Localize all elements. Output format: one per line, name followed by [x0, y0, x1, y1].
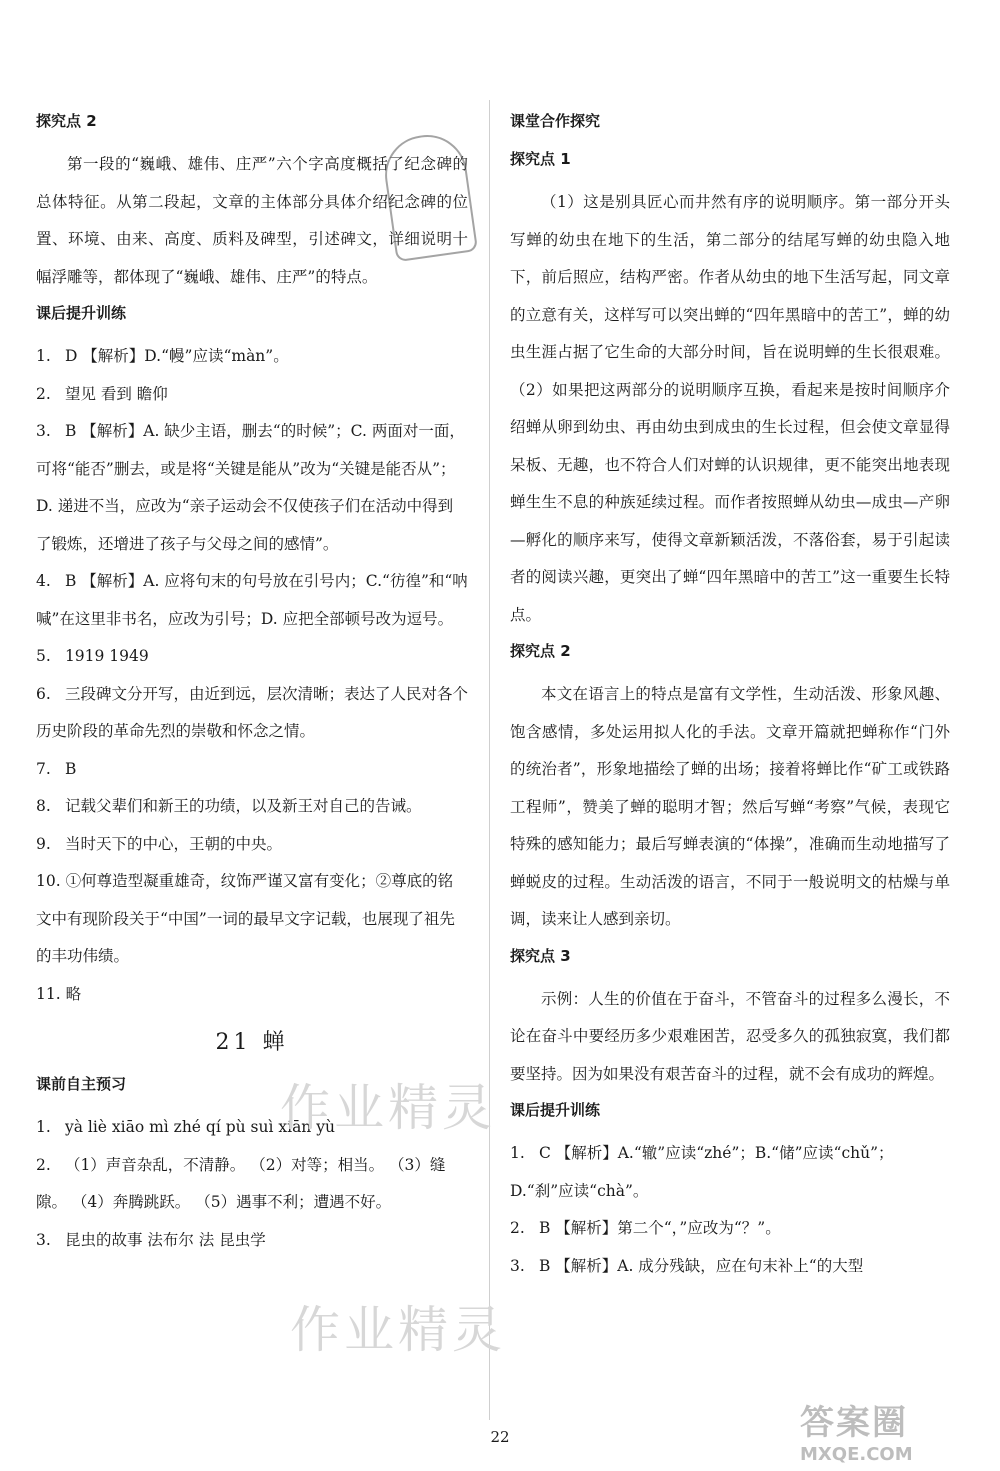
logo-text: 答案圈 — [800, 1403, 908, 1443]
answer-item: 5. 1919 1949 — [36, 647, 149, 665]
left-section-heading-post-training: 课后提升训练 — [36, 304, 127, 322]
left-section-heading-preview: 课前自主预习 — [36, 1075, 127, 1093]
logo-url: MXQE.COM — [800, 1444, 913, 1465]
answer-item: 4. B 【解析】A. 应将句末的句号放在引号内；C.“彷徨”和“呐喊”在这里非书名，应改为引号；D. 应把全部顿号改为逗号。 — [36, 572, 468, 628]
answer-item: 1. yà liè xiāo mì zhé qí pù suì xiān yù — [36, 1118, 335, 1136]
right-column — [510, 108, 950, 1285]
answer-item: 6. 三段碑文分开写，由近到远，层次清晰；表达了人民对各个历史阶段的革命先烈的崇敬和怀念之情。 — [36, 684, 468, 740]
right-explore-2-text: 本文在语言上的特点是富有文学性，生动活泼、形象风趣、饱含感情，多处运用拟人化的手法。文章开篇就把蝉称作“门外的统治者”，形象地描绘了蝉的出场；接着将蝉比作“矿工或铁路工程师”，赞美了蝉的聪明才智；然后写蝉“考察”气候，表现它特殊的感知能力；最后写蝉表演的“体操”，准确而生动地描写了蝉蜕皮的过程。生动活泼的语言，不同于一般说明文的枯燥与单调，读来让人感到亲切。 — [510, 685, 950, 928]
answer-item: 3. 昆虫的故事 法布尔 法 昆虫学 — [36, 1230, 266, 1249]
left-answer-list — [36, 338, 468, 1013]
watermark-text: 作业精灵 — [290, 1301, 506, 1359]
answer-item: 10. ①何尊造型凝重雄奇，纹饰严谨又富有变化；②尊底的铭文中有现阶段关于“中国”一词的最早文字记载，也展现了祖先的丰功伟绩。 — [36, 872, 455, 965]
right-explore-3-heading: 探究点 3 — [510, 946, 571, 965]
answer-item: 1. C 【解析】A.“辙”应读“zhé”；B.“储”应读“chǔ”；D.“刹”应读“chà”。 — [510, 1144, 894, 1200]
right-answer-list — [510, 1135, 950, 1285]
answer-item: 8. 记载父辈们和新王的功绩，以及新王对自己的告诫。 — [36, 797, 422, 815]
answer-item: 9. 当时天下的中心，王朝的中央。 — [36, 834, 282, 853]
page-number: 22 — [490, 1428, 510, 1446]
left-explore-2-text: 第一段的“巍峨、雄伟、庄严”六个字高度概括了纪念碑的总体特征。从第二段起，文章的主体部分具体介绍纪念碑的位置、环境、由来、高度、质料及碑型，引述碑文，详细说明十幅浮雕等，都体现了“巍峨、雄伟、庄严”的特点。 — [36, 155, 468, 286]
right-explore-2-heading: 探究点 2 — [510, 642, 571, 660]
answer-item: 11. 略 — [36, 984, 82, 1003]
lesson-title: 21 蝉 — [215, 1030, 289, 1055]
watermark-text: 作业精灵 — [280, 1079, 496, 1137]
answer-item: 3. B 【解析】A. 成分残缺，应在句末补上“的大型 — [510, 1256, 864, 1275]
right-section-heading-post-training: 课后提升训练 — [510, 1101, 601, 1119]
right-explore-3-text: 示例：人生的价值在于奋斗，不管奋斗的过程多么漫长，不论在奋斗中要经历多少艰难困苦，忍受多久的孤独寂寞，我们都要坚持。因为如果没有艰苦奋斗的过程，就不会有成功的辉煌。 — [510, 989, 950, 1083]
answer-item: 2. B 【解析】第二个“，”应改为“？”。 — [510, 1219, 781, 1237]
column-divider — [489, 100, 490, 1420]
answer-item: 7. B — [36, 759, 77, 778]
right-explore-1-heading: 探究点 1 — [510, 150, 571, 168]
answer-item: 3. B 【解析】A. 缺少主语，删去“的时候”；C. 两面对一面，可将“能否”删去，或是将“关键是能从”改为“关键是能否从”；D. 递进不当，应改为“亲子运动会不仅使孩子们在活动中得到了锻炼，还增进了孩子与父母之间的感情”。 — [36, 422, 465, 553]
right-explore-1-text: （1）这是别具匠心而井然有序的说明顺序。第一部分开头写蝉的幼虫在地下的生活，第二部分的结尾写蝉的幼虫隐入地下，前后照应，结构严密。作者从幼虫的地下生活写起，同文章的立意有关，这样写可以突出蝉的“四年黑暗中的苦工”，蝉的幼虫生涯占据了它生命的大部分时间，旨在说明蝉的生长很艰难。（2）如果把这两部分的说明顺序互换，看起来是按时间顺序介绍蝉从卵到幼虫、再由幼虫到成虫的生长过程，但会使文章显得呆板、无趣，也不符合人们对蝉的认识规律，更不能突出地表现蝉生生不息的种族延续过程。而作者按照蝉从幼虫—成虫—产卵—孵化的顺序来写，使得文章新颖活泼，不落俗套，易于引起读者的阅读兴趣，更突出了蝉“四年黑暗中的苦工”这一重要生长特点。 — [510, 193, 950, 624]
left-section-heading-explore-2: 探究点 2 — [36, 112, 97, 130]
right-section-heading-cooperation: 课堂合作探究 — [510, 112, 601, 130]
site-logo — [800, 1395, 970, 1467]
answer-item: 2. （1）声音杂乱，不清静。 （2）对等；相当。 （3）缝隙。 （4）奔腾跳跃。 （5）遇事不利；遭遇不好。 — [36, 1155, 446, 1211]
answer-item: 2. 望见 看到 瞻仰 — [36, 384, 168, 403]
answer-item: 1. D 【解析】D.“幔”应读“màn”。 — [36, 347, 289, 365]
